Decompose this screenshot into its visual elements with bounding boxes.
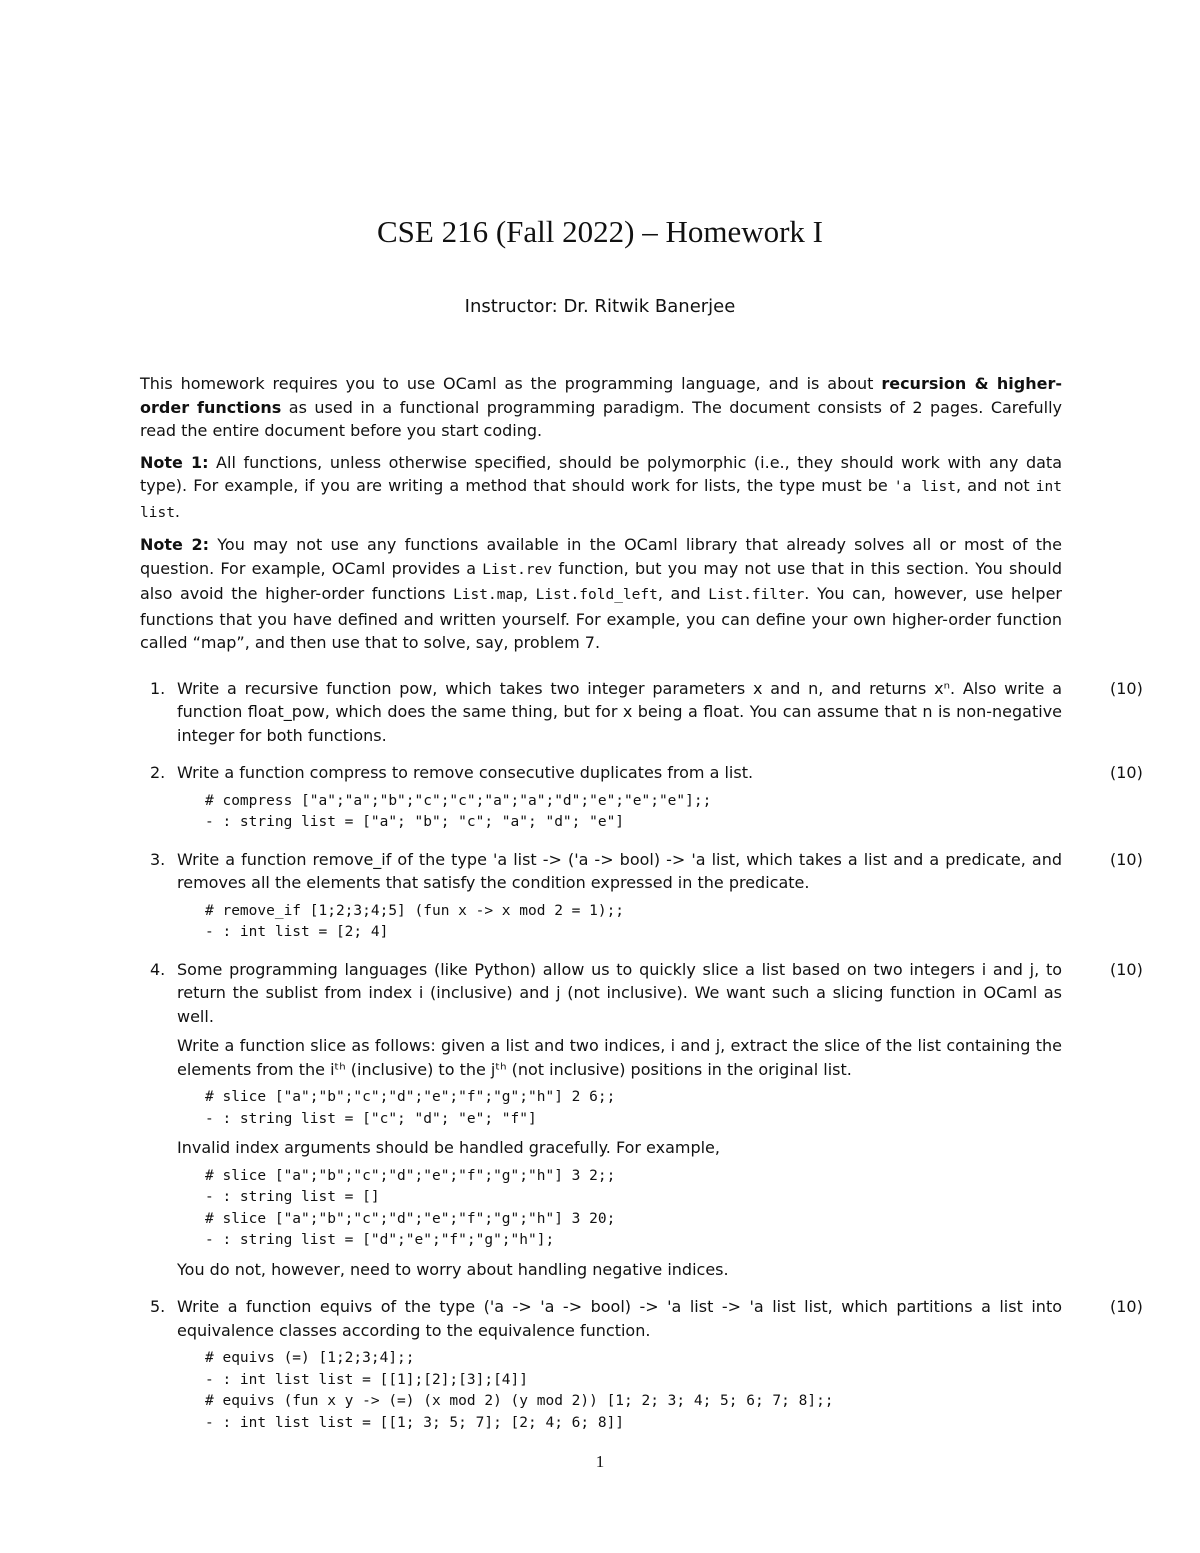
question-number: 2. [150, 763, 166, 782]
code-example [205, 1087, 1062, 1130]
intro-emphasis: recursion & higher-order functions [140, 374, 1063, 417]
question-text: Write a recursive function pow, which takes two integer parameters x and n, and returns xⁿ. Also write a function float_pow, which does the same thing, but for x being a float. You can assume that n is non-negative integer for both functions. [177, 678, 1062, 745]
code-example [205, 901, 1062, 944]
question-number: 4. [150, 959, 166, 979]
question-points: (10) [1110, 1297, 1143, 1316]
question-2 [140, 761, 1143, 834]
question-number: 3. [150, 849, 166, 869]
code-line: - : string list = ["c"; "d"; "e"; "f"] [205, 1110, 537, 1127]
code-example-2 [205, 1166, 1062, 1252]
question-5 [140, 1295, 1143, 1434]
instructor-line: Instructor: Dr. Ritwik Banerjee [464, 296, 736, 317]
code-line: # equivs (=) [1;2;3;4];; [205, 1350, 415, 1366]
question-text: Some programming languages (like Python) allow us to quickly slice a list based on two integers i and j, to return the sublist from index i (inclusive) and j (not inclusive). We want such a slicing function in OCaml as well. [177, 959, 1062, 1026]
note-2-label: Note 2: [140, 535, 210, 554]
code-line: - : string list = ["d";"e";"f";"g";"h"]; [205, 1232, 555, 1248]
question-list [140, 677, 1143, 1435]
page-number: 1 [595, 1452, 605, 1471]
code-example [205, 1348, 1062, 1434]
question-text-2: Write a function slice as follows: given a list and two indices, i and j, extract the slice of the list containing the elements from the iᵗʰ (inclusive) to the jᵗʰ (not inclusive) positions in the original list. [177, 1036, 1062, 1079]
code-line: # remove_if [1;2;3;4;5] (fun x -> x mod 2 = 1);; [205, 902, 625, 919]
note-2: Note 2: You may not use any functions available in the OCaml library that already solves all or most of the question. For example, OCaml provides a List.rev function, but you may not use that in this section. You should also avoid the higher-order functions List.map, List.fold_left, and List.filter. You can, however, use helper functions that you have defined and written yourself. For example, you can define your own higher-order function called “map”, and then use that to solve, say, problem 7. [140, 535, 1063, 652]
document-title: CSE 216 (Fall 2022) – Homework I [376, 214, 824, 249]
note-1-label: Note 1: [140, 452, 209, 472]
question-number: 1. [150, 678, 166, 698]
note-1: Note 1: All functions, unless otherwise specified, should be polymorphic (i.e., they should work with any data type). For example, if you are writing a method that should work for lists, the type must be 'a list, and not int list. [140, 452, 1063, 521]
intro-paragraph: This homework requires you to use OCaml as the programming language, and is about recursion & higher-order functions as used in a functional programming paradigm. The document consists of 2 pages. Carefully read the entire document before you start coding. [140, 374, 1063, 440]
question-1 [140, 677, 1143, 748]
question-3 [140, 848, 1143, 944]
question-points: (10) [1110, 849, 1143, 869]
code-line: # slice ["a";"b";"c";"d";"e";"f";"g";"h"] 2 6;; [205, 1089, 616, 1105]
code-line: - : int list = [2; 4] [205, 924, 389, 940]
question-text: Write a function compress to remove consecutive duplicates from a list. [177, 763, 754, 782]
question-text: Write a function remove_if of the type 'a list -> ('a -> bool) -> 'a list, which takes a list and a predicate, and removes all the elements that satisfy the condition expressed in the predicate. [177, 849, 1062, 892]
code-example [205, 791, 1062, 834]
question-text-3: Invalid index arguments should be handled gracefully. For example, [177, 1138, 720, 1157]
question-points: (10) [1110, 763, 1143, 782]
question-text: Write a function equivs of the type ('a -> 'a -> bool) -> 'a list -> 'a list list, which partitions a list into equivalence classes according to the equivalence function. [177, 1297, 1062, 1340]
document-body [140, 372, 1143, 1448]
code-line: - : string list = ["a"; "b"; "c"; "a"; "d"; "e"] [205, 814, 625, 830]
code-line: # compress ["a";"a";"b";"c";"c";"a";"a";"d";"e";"e";"e"];; [205, 792, 712, 809]
code-line: # slice ["a";"b";"c";"d";"e";"f";"g";"h"] 3 20; [205, 1210, 616, 1227]
code-line: - : int list list = [[1];[2];[3];[4]] [205, 1371, 529, 1388]
question-points: (10) [1110, 678, 1143, 698]
code-line: # slice ["a";"b";"c";"d";"e";"f";"g";"h"] 3 2;; [205, 1167, 616, 1184]
code-line: - : int list list = [[1; 3; 5; 7]; [2; 4; 6; 8]] [205, 1414, 625, 1431]
question-text-4: You do not, however, need to worry about handling negative indices. [177, 1259, 729, 1279]
question-points: (10) [1110, 959, 1143, 979]
code-line: # equivs (fun x y -> (=) (x mod 2) (y mod 2)) [1; 2; 3; 4; 5; 6; 7; 8];; [205, 1393, 834, 1409]
question-4 [140, 958, 1143, 1282]
question-number: 5. [150, 1297, 166, 1316]
code-line: - : string list = [] [205, 1189, 380, 1205]
